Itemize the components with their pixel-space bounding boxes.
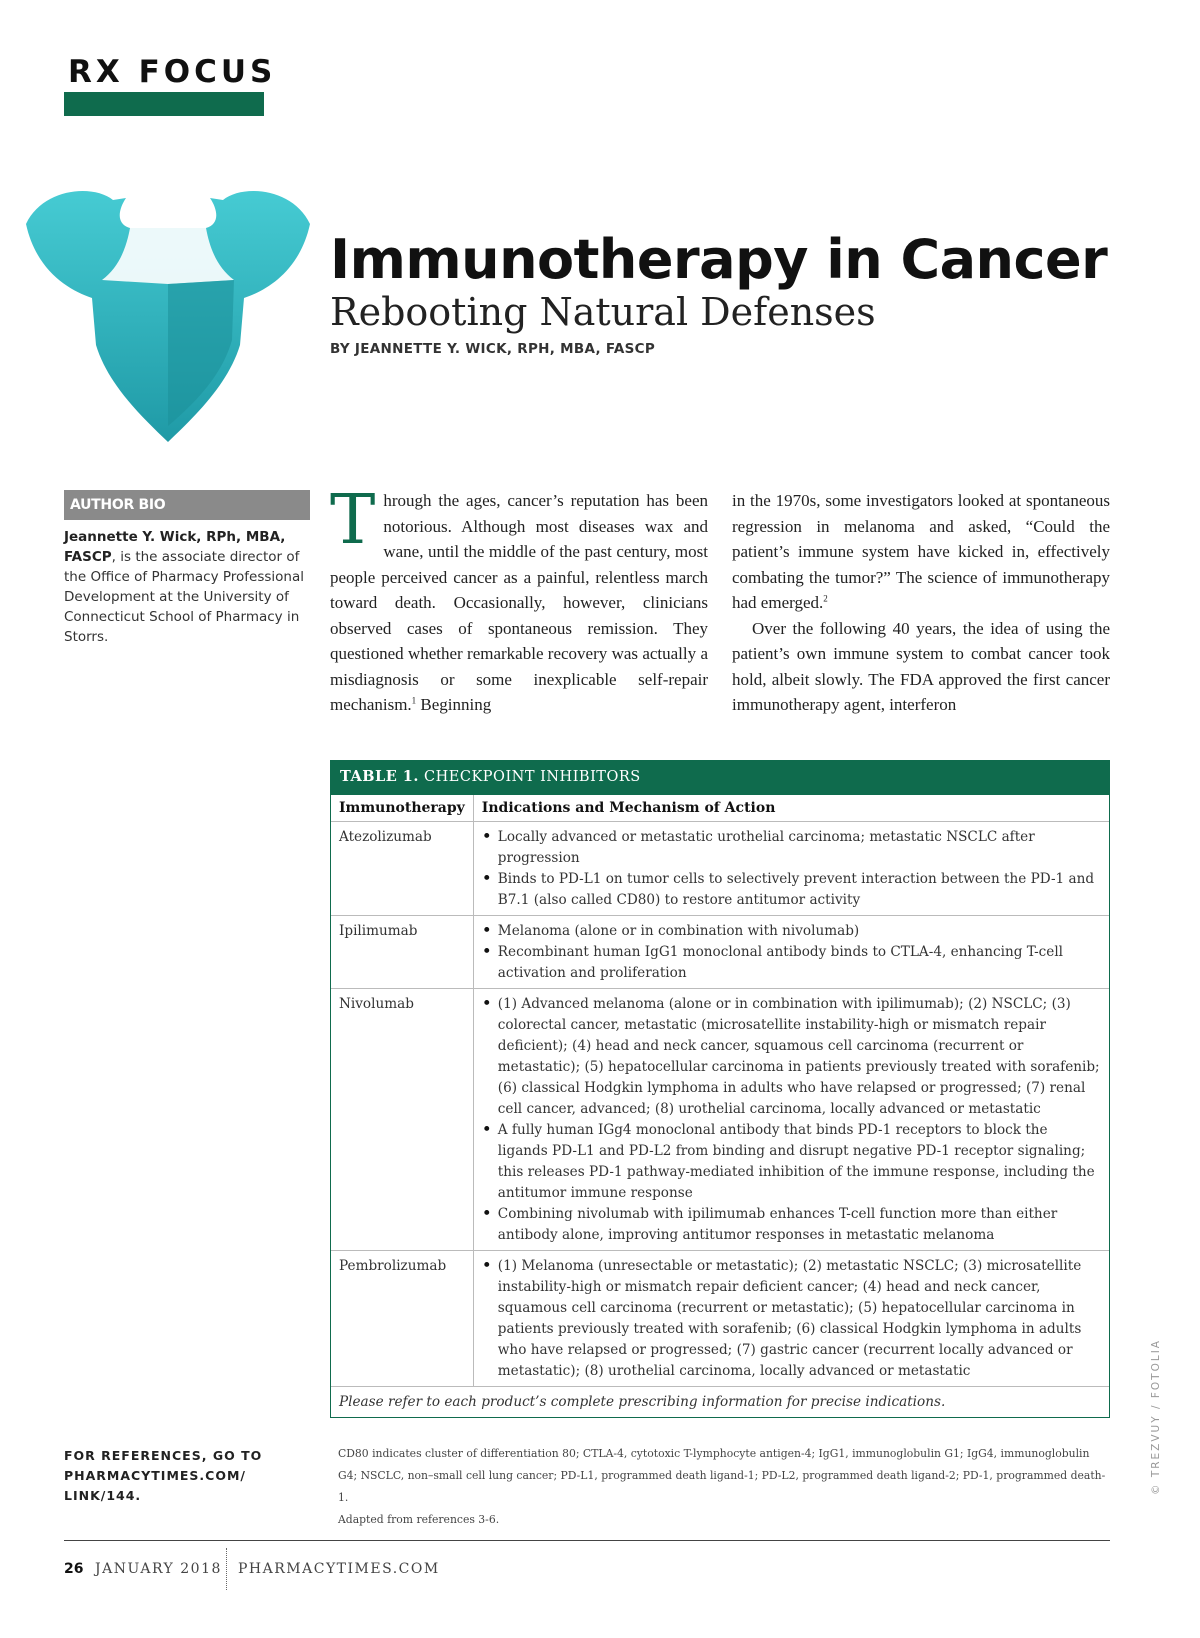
table-body (331, 795, 1109, 1387)
references-link[interactable]: PHARMACYTIMES.COM/ (64, 1468, 246, 1483)
website-link[interactable]: PHARMACYTIMES.COM (238, 1561, 440, 1577)
abbreviations-text: CD80 indicates cluster of differentiation 80; CTLA-4, cytotoxic T-lymphocyte antigen-4; IgG1, immunoglobulin G1; IgG4, immunoglobulin G4; NSCLC, non–small cell lung cancer; PD-L1, programmed death ligand-1; PD-L2, programmed death ligand-2; PD-1, programmed death-1. (338, 1447, 1106, 1504)
table-row (331, 916, 1109, 989)
author-bio-body: , is the associate director of the Office of Pharmacy Professional Development at the University of Connecticut School of Pharmacy in Storrs. (64, 549, 304, 645)
column-1-tail: Beginning (416, 695, 492, 714)
table-header-row (331, 795, 1109, 822)
table-row (331, 1251, 1109, 1387)
bullet-item: • (1) Advanced melanoma (alone or in combination with ipilimumab); (2) NSCLC; (3) colorectal cancer, metastatic (microsatellite instability-high or mismatch repair deficient); (4) head and neck cancer, squamous cell carcinoma (recurrent or metastatic); (5) hepatocellular carcinoma in patients previously treated with sorafenib; (6) classical Hodgkin lymphoma in adults who have relapsed or progressed; (7) renal cell cancer, advanced; (8) urothelial carcinoma, locally advanced or metastatic (482, 994, 1101, 1120)
table-abbreviations (338, 1443, 1108, 1531)
column-2-paragraph-1: in the 1970s, some investigators looked at spontaneous regression in melanoma and asked, “Could the patient’s immune system have kicked in, effectively combating the tumor?” The science of immunotherapy had emerged. (732, 491, 1110, 612)
section-label: RX FOCUS (68, 54, 277, 90)
drop-cap: T (330, 481, 376, 560)
article-subtitle: Rebooting Natural Defenses (330, 290, 876, 334)
page-number: 26 (64, 1561, 84, 1577)
footer-separator (226, 1548, 227, 1590)
references-line: FOR REFERENCES, GO TO (64, 1448, 263, 1463)
drug-name: Nivolumab (331, 989, 473, 1251)
article-column-2 (732, 488, 1110, 718)
column-header: Indications and Mechanism of Action (473, 795, 1109, 822)
section-accent-bar (64, 92, 264, 116)
table-note: Please refer to each product’s complete prescribing information for precise indications. (339, 1394, 946, 1410)
article-title: Immunotherapy in Cancer (330, 228, 1108, 291)
bullet-item: • Locally advanced or metastatic urothelial carcinoma; metastatic NSCLC after progression (482, 827, 1101, 869)
table-title (331, 761, 1109, 795)
bullet-item: • (1) Melanoma (unresectable or metastatic); (2) metastatic NSCLC; (3) microsatellite instability-high or mismatch repair deficient cancer; (4) head and neck cancer, squamous cell carcinoma (recurrent or metastatic); (5) hepatocellular carcinoma in patients previously treated with sorafenib; (6) classical Hodgkin lymphoma in adults who have relapsed or progressed; (7) gastric cancer (recurrent locally advanced or metastatic); (8) urothelial carcinoma, locally advanced or metastatic (482, 1256, 1101, 1382)
drug-name: Atezolizumab (331, 822, 473, 916)
reference-marker: 1 (411, 695, 417, 706)
bullet-item: • Melanoma (alone or in combination with nivolumab) (482, 921, 1101, 942)
table-caption: CHECKPOINT INHIBITORS (418, 769, 641, 785)
bullet-item: • Combining nivolumab with ipilimumab enhances T-cell function more than either antibody alone, improving antitumor responses in metastatic melanoma (482, 1204, 1101, 1246)
drug-details (473, 989, 1109, 1251)
bullet-item: • Recombinant human IgG1 monoclonal antibody binds to CTLA-4, enhancing T-cell activation and proliferation (482, 942, 1101, 984)
reference-marker: 2 (823, 593, 828, 604)
table-row (331, 822, 1109, 916)
drug-details (473, 916, 1109, 989)
byline: BY JEANNETTE Y. WICK, RPH, MBA, FASCP (330, 341, 656, 357)
column-2-paragraph-2: Over the following 40 years, the idea of using the patient’s own immune system to combat cancer took hold, albeit slowly. The FDA approved the first cancer immunotherapy agent, interferon (732, 618, 1110, 714)
issue-date: JANUARY 2018 (95, 1561, 222, 1577)
drug-name: Pembrolizumab (331, 1251, 473, 1387)
bullet-item: • A fully human IGg4 monoclonal antibody that binds PD-1 receptors to block the ligands PD-L1 and PD-L2 from binding and disrupt negative PD-1 receptor signaling; this releases PD-1 pathway-mediated inhibition of the immune response, including the antitumor immune response (482, 1120, 1101, 1204)
author-bio-header: AUTHOR BIO (64, 490, 310, 520)
article-column-1 (330, 481, 708, 718)
column-1-text: hrough the ages, cancer’s reputation has been notorious. Although most diseases wax and wane, until the middle of the past century, most people perceived cancer as a painful, relentless march toward death. Occasionally, however, clinicians observed cases of spontaneous remission. They questioned whether remarkable recovery was actually a misdiagnosis or some inexplicable self-repair mechanism. (330, 491, 708, 714)
checkpoint-inhibitors-table (330, 760, 1110, 1418)
references-note (64, 1446, 294, 1506)
table-row (331, 989, 1109, 1251)
drug-name: Ipilimumab (331, 916, 473, 989)
footer-divider (64, 1540, 1110, 1541)
bullet-item: • Binds to PD-L1 on tumor cells to selectively prevent interaction between the PD-1 and B7.1 (also called CD80) to restore antitumor activity (482, 869, 1101, 911)
muscular-shield-icon (18, 180, 318, 455)
column-header: Immunotherapy (331, 795, 473, 822)
references-link[interactable]: LINK/144. (64, 1488, 142, 1503)
drug-details (473, 822, 1109, 916)
author-bio-text (64, 527, 304, 647)
table-number: TABLE 1. (340, 768, 419, 785)
author-name: Jeannette Y. Wick, RPh, MBA, FASCP (64, 529, 286, 565)
photo-credit: © TREZVUY / FOTOLIA (1150, 1339, 1162, 1495)
table-source: Adapted from references 3-6. (338, 1513, 500, 1526)
drug-details (473, 1251, 1109, 1387)
